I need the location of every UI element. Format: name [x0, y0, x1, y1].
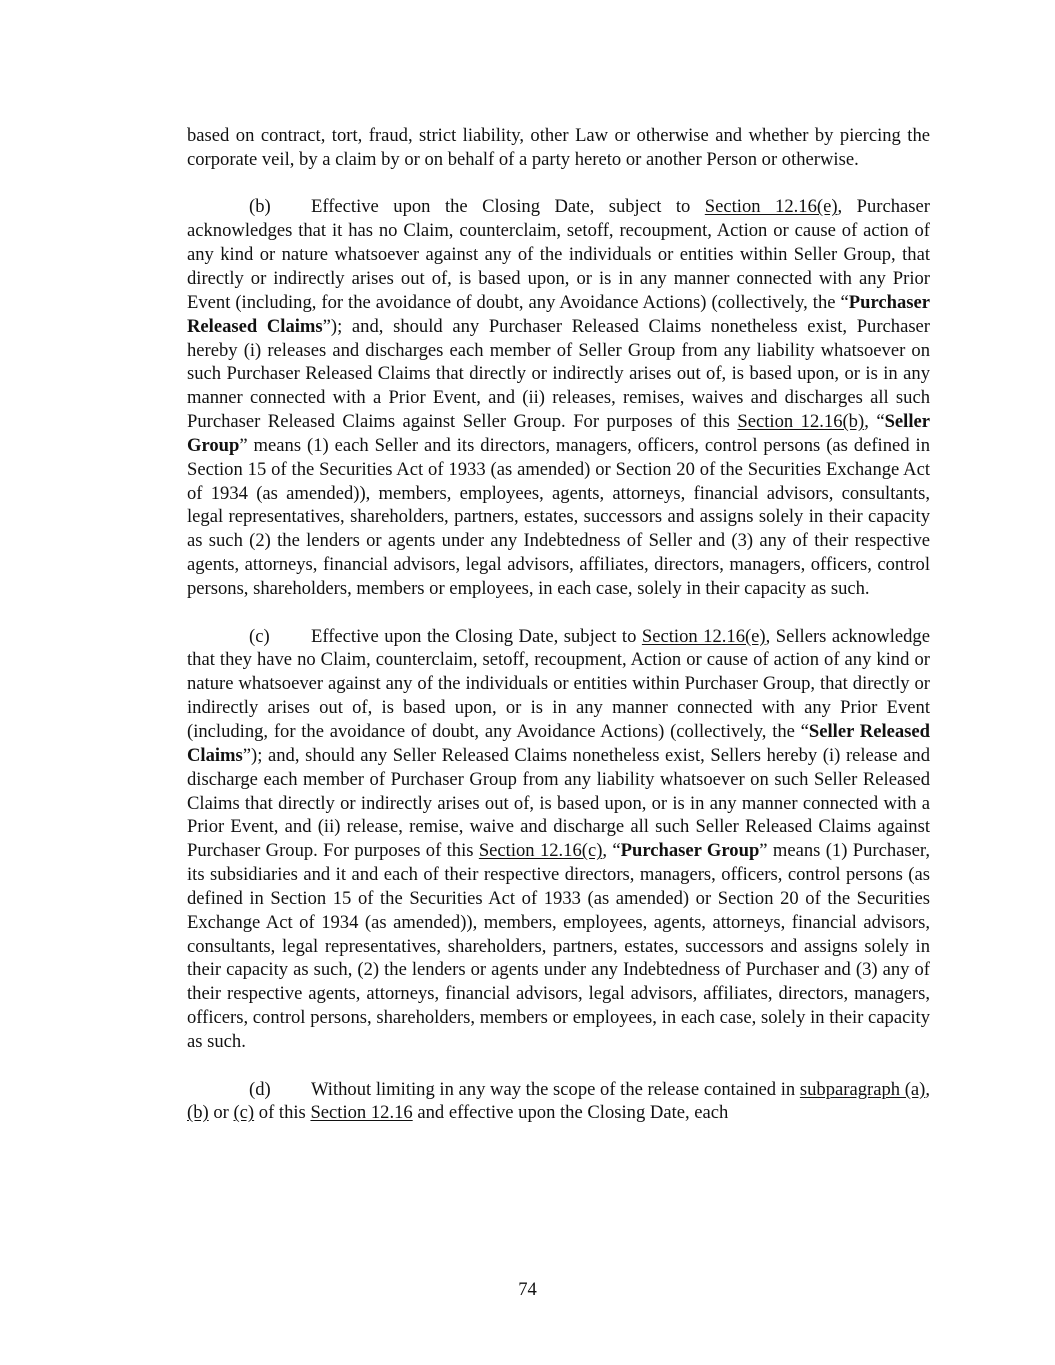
defined-term-seller-released-claims: Seller Released Claims — [187, 721, 930, 766]
paragraph-c-number: (c) — [249, 625, 270, 647]
paragraph-c: (c) Effective upon the Closing Date, subject to Section 12.16(e), Sellers acknowledge that they have no Claim, counterclaim, setoff, recoupment, Action or cause of action of any kind or nature whatsoever against any of the individuals or entities within Purchaser Group, that directly or indirectly arises out of, is based upon, or is in any manner connected with any Prior Event (including, for the avoidance of doubt, any Avoidance Actions) (collectively, the “Seller Released Claims”); and, should any Seller Released Claims nonetheless exist, Sellers hereby (i) release and discharge each member of Purchaser Group from any liability whatsoever on such Seller Released Claims that directly or indirectly arises out of, is based upon, or is in any manner connected with a Prior Event, and (ii) release, remise, waive and discharge all such Seller Released Claims against Purchaser Group. For purposes of this Section 12.16(c), “Purchaser Group” means (1) Purchaser, its subsidiaries and it and each of their respective directors, managers, officers, control persons (as defined in Section 15 of the Securities Act of 1933 (as amended) or Section 20 of the Securities Exchange Act of 1934 (as amended)), members, employees, agents, attorneys, financial advisors, consultants, legal representatives, shareholders, partners, estates, successors and assigns solely in their capacity as such, (2) the lenders or agents under any Indebtedness of Purchaser and (3) any of their respective agents, attorneys, financial advisors, legal advisors, affiliates, directors, managers, officers, control persons, shareholders, members or employees, in each case, solely in their capacity as such. — [187, 625, 930, 1052]
document-page — [187, 124, 930, 1125]
defined-term-purchaser-released-claims: Purchaser Released Claims — [187, 291, 930, 337]
section-ref-12-16-b[interactable]: Section 12.16(b) — [737, 411, 865, 433]
defined-term-seller-group: Seller Group — [187, 411, 931, 456]
subparagraph-ref-c[interactable]: (c) — [233, 1102, 255, 1124]
page-number: 74 — [518, 1279, 537, 1300]
paragraph-a-continuation: based on contract, tort, fraud, strict liability, other Law or otherwise and whether by piercing the corporate veil, by a claim by or on behalf of a party hereto or another Person or otherwise. — [187, 125, 930, 170]
paragraph-d: (d) Without limiting in any way the scope of the release contained in subparagraph (a), (b) or (c) of this Section 12.16 and effective upon the Closing Date, each — [187, 1078, 931, 1124]
defined-term-purchaser-group: Purchaser Group — [620, 840, 760, 862]
paragraph-b: (b) Effective upon the Closing Date, subject to Section 12.16(e), Purchaser acknowledges that it has no Claim, counterclaim, setoff, recoupment, Action or cause of action of any kind or nature whatsoever against any of the individuals or entities within Seller Group, that directly or indirectly arises out of, is based upon, or is in any manner connected with any Prior Event (including, for the avoidance of doubt, any Avoidance Actions) (collectively, the “Purchaser Released Claims”); and, should any Purchaser Released Claims nonetheless exist, Purchaser hereby (i) releases and discharges each member of Seller Group from any liability whatsoever on such Purchaser Released Claims that directly or indirectly arises out of, is based upon, or is in any manner connected with a Prior Event, and (ii) releases, remises, waives and discharges all such Purchaser Released Claims against Seller Group. For purposes of this Section 12.16(b), “Seller Group” means (1) each Seller and its directors, managers, officers, control persons (as defined in Section 15 of the Securities Act of 1933 (as amended) or Section 20 of the Securities Exchange Act of 1934 (as amended)), members, employees, agents, attorneys, financial advisors, consultants, legal representatives, shareholders, partners, estates, successors and assigns solely in their capacity as such (2) the lenders or agents under any Indebtedness of Seller and (3) any of their respective agents, attorneys, financial advisors, legal advisors, affiliates, directors, managers, officers, control persons, shareholders, members or employees, in each case, solely in their capacity as such. — [187, 196, 931, 599]
subparagraph-ref-b[interactable]: (b) — [187, 1102, 209, 1124]
subparagraph-ref-a[interactable]: subparagraph (a) — [799, 1078, 926, 1100]
paragraph-d-number: (d) — [249, 1078, 271, 1100]
paragraph-b-number: (b) — [249, 196, 271, 218]
section-ref-12-16-e[interactable]: Section 12.16(e) — [704, 196, 838, 218]
section-ref-12-16[interactable]: Section 12.16 — [310, 1102, 413, 1124]
section-ref-12-16-c[interactable]: Section 12.16(c) — [478, 840, 603, 862]
section-ref-12-16-e[interactable]: Section 12.16(e) — [641, 625, 766, 647]
